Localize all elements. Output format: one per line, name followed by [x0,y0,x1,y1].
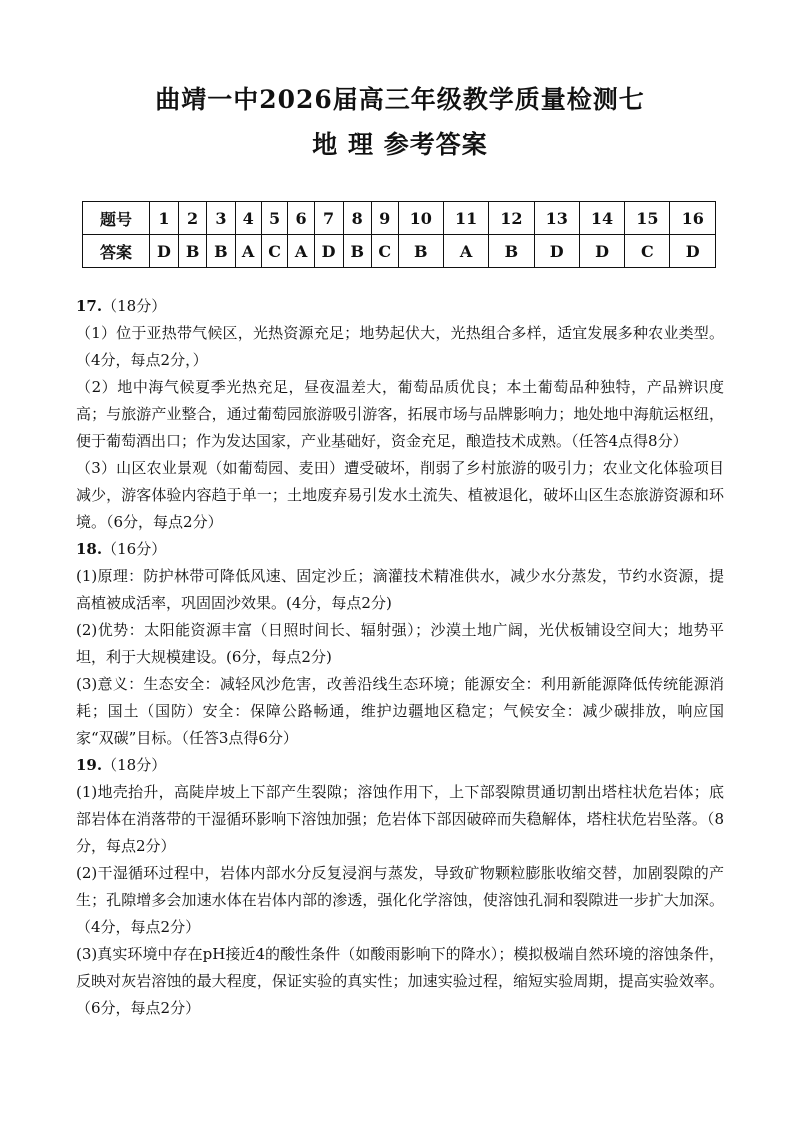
answer-cell: B [343,235,371,268]
question-number-cell: 1 [150,202,179,235]
question-number-cell: 16 [670,202,716,235]
answer-cell: B [178,235,206,268]
answer-cell: C [371,235,398,268]
question-number-cell: 12 [489,202,534,235]
question-score: （18分） [102,297,167,315]
question-19-part-1: (1)地壳抬升，高陡岸坡上下部产生裂隙；溶蚀作用下，上下部裂隙贯通切割出塔柱状危岩体；底部岩体在消落带的干湿循环影响下溶蚀加强；危岩体下部因破碎而失稳解体，塔柱状危岩坠落。（8分，每点2分） [76,783,724,855]
answer-cell: B [398,235,443,268]
question-number: 17. [76,297,103,315]
answer-body [76,293,724,1022]
answer-cell: B [207,235,235,268]
question-18-part-1: (1)原理：防护林带可降低风速、固定沙丘；滴灌技术精准供水，减少水分蒸发，节约水资源，提高植被成活率，巩固固沙效果。(4分，每点2分) [76,567,724,612]
answer-cell: D [670,235,716,268]
question-score: （18分） [102,756,167,774]
answer-cell: A [443,235,488,268]
question-number: 19. [76,756,103,774]
question-number-cell: 3 [207,202,235,235]
answer-cell: D [314,235,343,268]
question-number-cell: 2 [178,202,206,235]
answer-cell: A [235,235,261,268]
row-label-answer: 答案 [83,235,150,268]
answer-cell: D [150,235,179,268]
answer-cell: C [261,235,288,268]
question-number-cell: 11 [443,202,488,235]
answer-cell: D [534,235,579,268]
question-number: 18. [76,540,103,558]
answer-cell: D [579,235,624,268]
question-number-cell: 4 [235,202,261,235]
question-19-heading [76,752,724,779]
question-18-part-3: (3)意义：生态安全：减轻风沙危害，改善沿线生态环境；能源安全：利用新能源降低传统能源消耗；国土（国防）安全：保障公路畅通，维护边疆地区稳定；气候安全：减少碳排放，响应国家“双碳”目标。（任答3点得6分） [76,675,724,747]
question-number-cell: 13 [534,202,579,235]
answer-cell: A [288,235,314,268]
question-number-cell: 7 [314,202,343,235]
question-19-part-2: (2)干湿循环过程中，岩体内部水分反复浸润与蒸发，导致矿物颗粒膨胀收缩交替，加剧裂隙的产生；孔隙增多会加速水体在岩体内部的渗透，强化化学溶蚀，使溶蚀孔洞和裂隙进一步扩大加深。（4分，每点2分） [76,864,724,936]
question-number-cell: 5 [261,202,288,235]
answer-table-number-row [83,202,716,235]
question-number-cell: 8 [343,202,371,235]
answer-table [82,201,716,268]
question-number-cell: 14 [579,202,624,235]
question-number-cell: 10 [398,202,443,235]
page-subtitle: 地 理 参考答案 [312,130,488,159]
question-18-heading [76,536,724,563]
question-number-cell: 15 [625,202,670,235]
question-17-part-3: （3）山区农业景观（如葡萄园、麦田）遭受破坏，削弱了乡村旅游的吸引力；农业文化体验项目减少，游客体验内容趋于单一；土地废弃易引发水土流失、植被退化，破坏山区生态旅游资源和环境。（6分，每点2分） [76,459,724,531]
question-number-cell: 6 [288,202,314,235]
question-score: （16分） [102,540,167,558]
question-19-part-3: (3)真实环境中存在pH接近4的酸性条件（如酸雨影响下的降水）；模拟极端自然环境的溶蚀条件，反映对灰岩溶蚀的最大程度，保证实验的真实性；加速实验过程，缩短实验周期，提高实验效率。（6分，每点2分） [76,945,724,1017]
answer-cell: B [489,235,534,268]
row-label-number: 题号 [83,202,150,235]
page-title: 曲靖一中2026届高三年级教学质量检测七 [155,85,645,114]
answer-table-answer-row [83,235,716,268]
question-number-cell: 9 [371,202,398,235]
question-17-heading [76,293,724,320]
question-17-part-1: （1）位于亚热带气候区，光热资源充足；地势起伏大，光热组合多样，适宜发展多种农业类型。（4分，每点2分，） [76,324,724,369]
answer-cell: C [625,235,670,268]
question-17-part-2: （2）地中海气候夏季光热充足，昼夜温差大，葡萄品质优良；本土葡萄品种独特，产品辨识度高；与旅游产业整合，通过葡萄园旅游吸引游客，拓展市场与品牌影响力；地处地中海航运枢纽，便于葡萄酒出口；作为发达国家，产业基础好，资金充足，酿造技术成熟。（任答4点得8分） [76,378,724,450]
question-18-part-2: (2)优势：太阳能资源丰富（日照时间长、辐射强）；沙漠土地广阔，光伏板铺设空间大；地势平坦，利于大规模建设。(6分，每点2分) [76,621,724,666]
